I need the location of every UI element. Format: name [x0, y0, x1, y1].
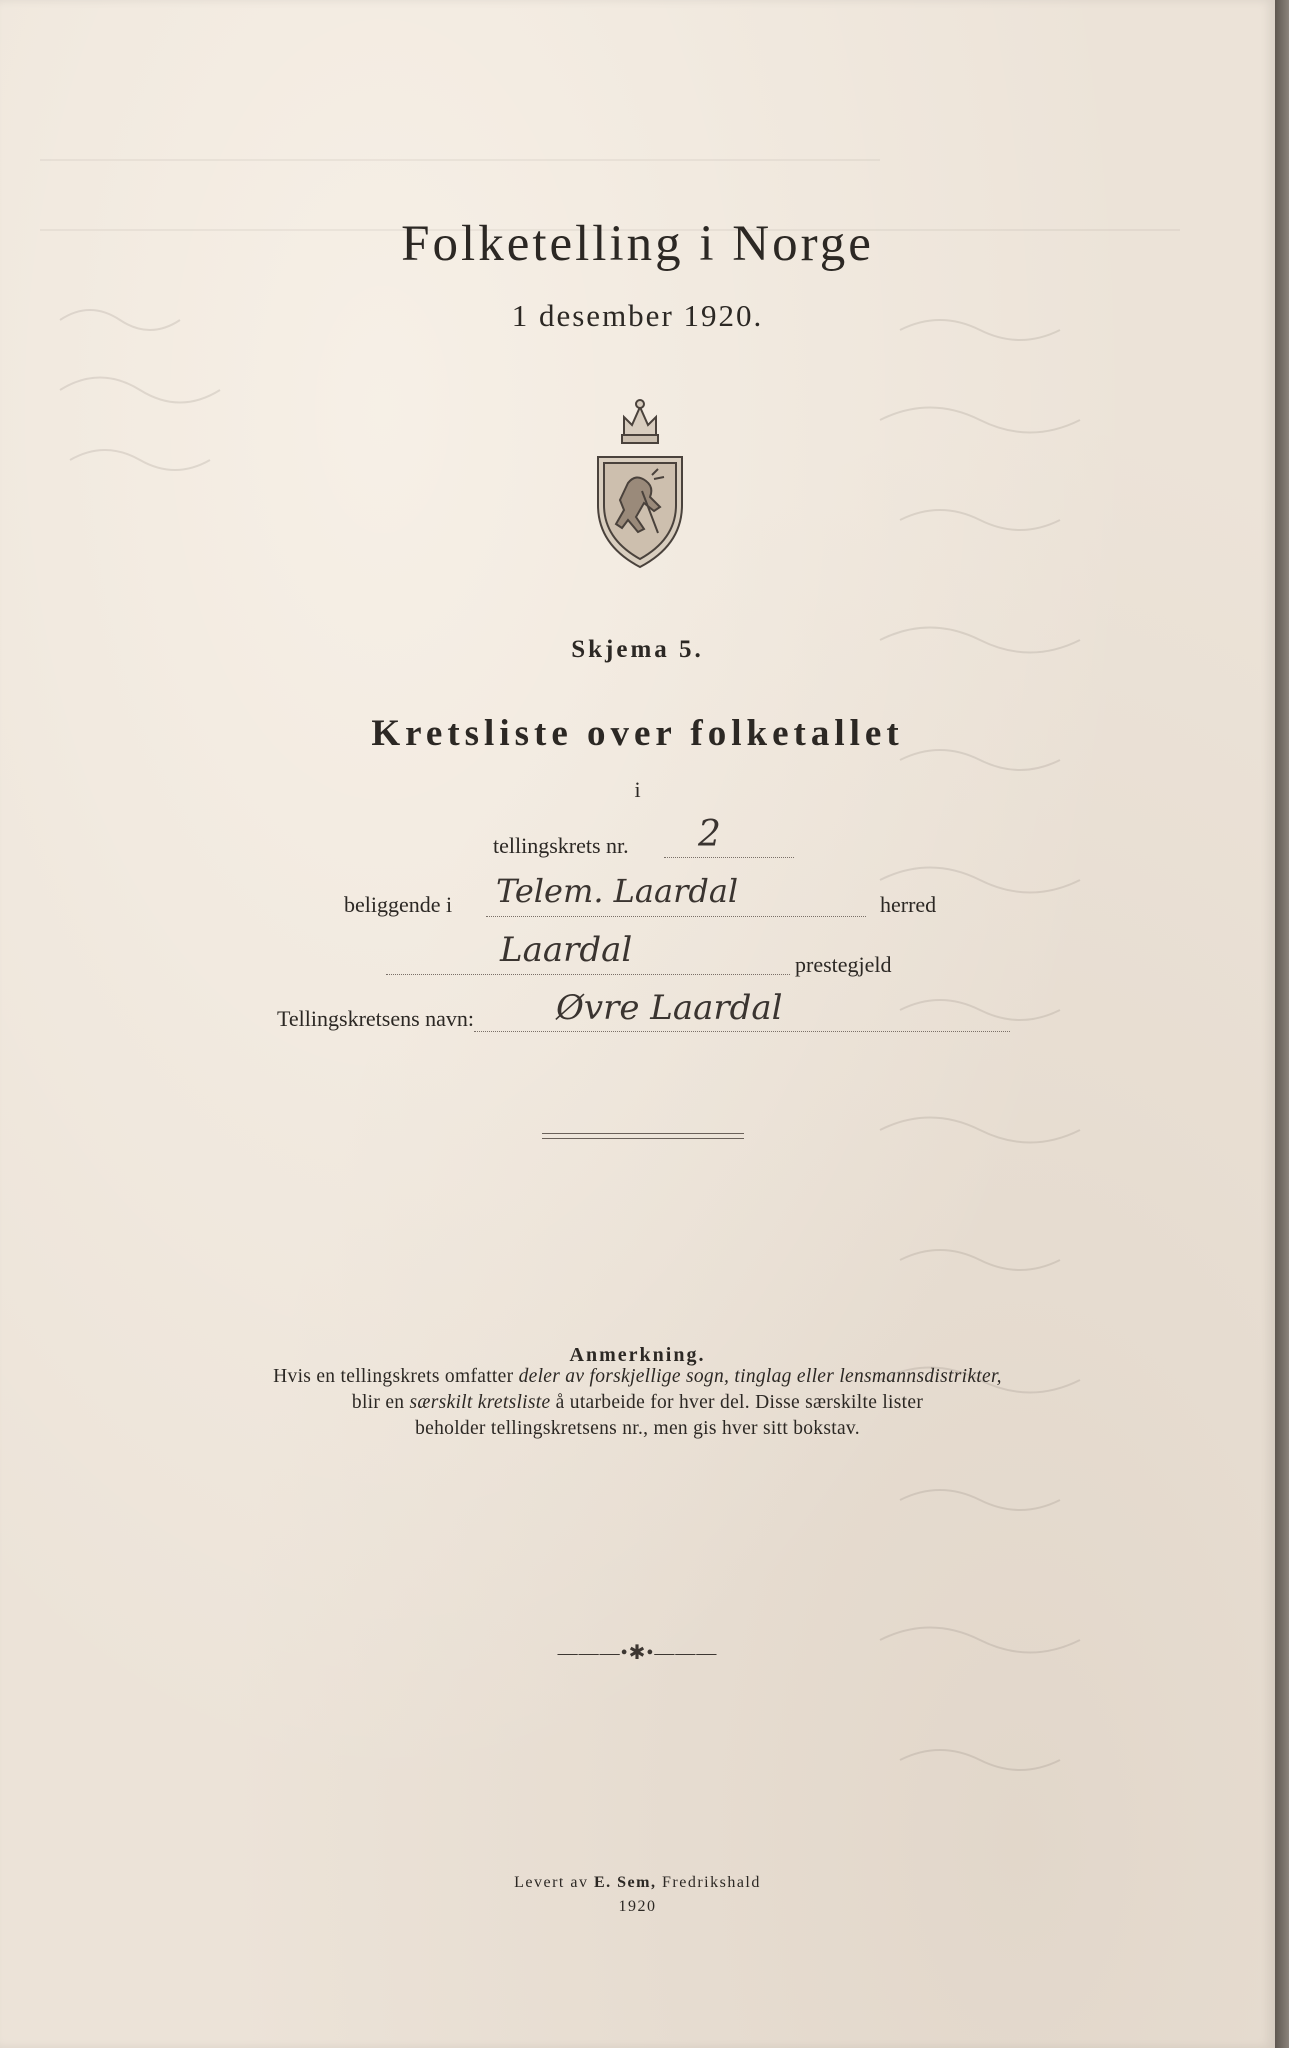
printer-place: Fredrikshald	[656, 1874, 761, 1891]
section-divider	[542, 1133, 744, 1139]
census-date: 1 desember 1920.	[511, 298, 764, 333]
prestegjeld-value: Laardal	[500, 930, 633, 970]
beliggende-field-line	[486, 915, 866, 917]
kretsnavn-value: Øvre Laardal	[556, 988, 783, 1028]
page-edge	[1275, 0, 1289, 2048]
note-line-1	[0, 1366, 1275, 1388]
printer-prefix: Levert av	[514, 1874, 594, 1891]
form-heading: Kretsliste over folketallet	[371, 713, 904, 754]
note-line-1-text: Hvis en tellingskrets omfatter	[273, 1366, 519, 1387]
krets-number-value: 2	[698, 814, 721, 855]
printer-name: E. Sem,	[593, 1874, 657, 1891]
ornament-separator: ———•✱•———	[557, 1642, 718, 1664]
note-line-3: beholder tellingskretsens nr., men gis hver sitt bokstav.	[415, 1418, 860, 1439]
note-title: Anmerkning.	[569, 1344, 706, 1366]
beliggende-label: beliggende i	[344, 892, 453, 917]
note-line-2-emphasis: særskilt kretsliste	[409, 1392, 551, 1413]
note-line-2	[0, 1392, 1275, 1414]
note-line-2-text-b: å utarbeide for hver del. Disse særskilte lister	[550, 1392, 924, 1413]
page-title: Folketelling i Norge	[401, 216, 874, 272]
norwegian-coat-of-arms-icon	[590, 395, 690, 570]
kretsnavn-field-line	[474, 1030, 1010, 1032]
connector-word: i	[634, 777, 641, 802]
prestegjeld-field-line	[386, 973, 790, 975]
beliggende-value: Telem. Laardal	[496, 872, 739, 910]
prestegjeld-label: prestegjeld	[795, 952, 892, 977]
krets-field-line	[664, 856, 794, 858]
schema-number: Skjema 5.	[571, 636, 704, 663]
printer-credit	[0, 1874, 1275, 1892]
note-line-1-emphasis: deler av forskjellige sogn, tinglag eller lensmannsdistrikter,	[518, 1366, 1002, 1387]
kretsnavn-label: Tellingskretsens navn:	[277, 1006, 475, 1031]
krets-label: tellingskrets nr.	[493, 833, 629, 858]
note-line-2-text-a: blir en	[351, 1392, 410, 1413]
printer-year: 1920	[618, 1898, 657, 1915]
herred-label: herred	[880, 892, 937, 917]
